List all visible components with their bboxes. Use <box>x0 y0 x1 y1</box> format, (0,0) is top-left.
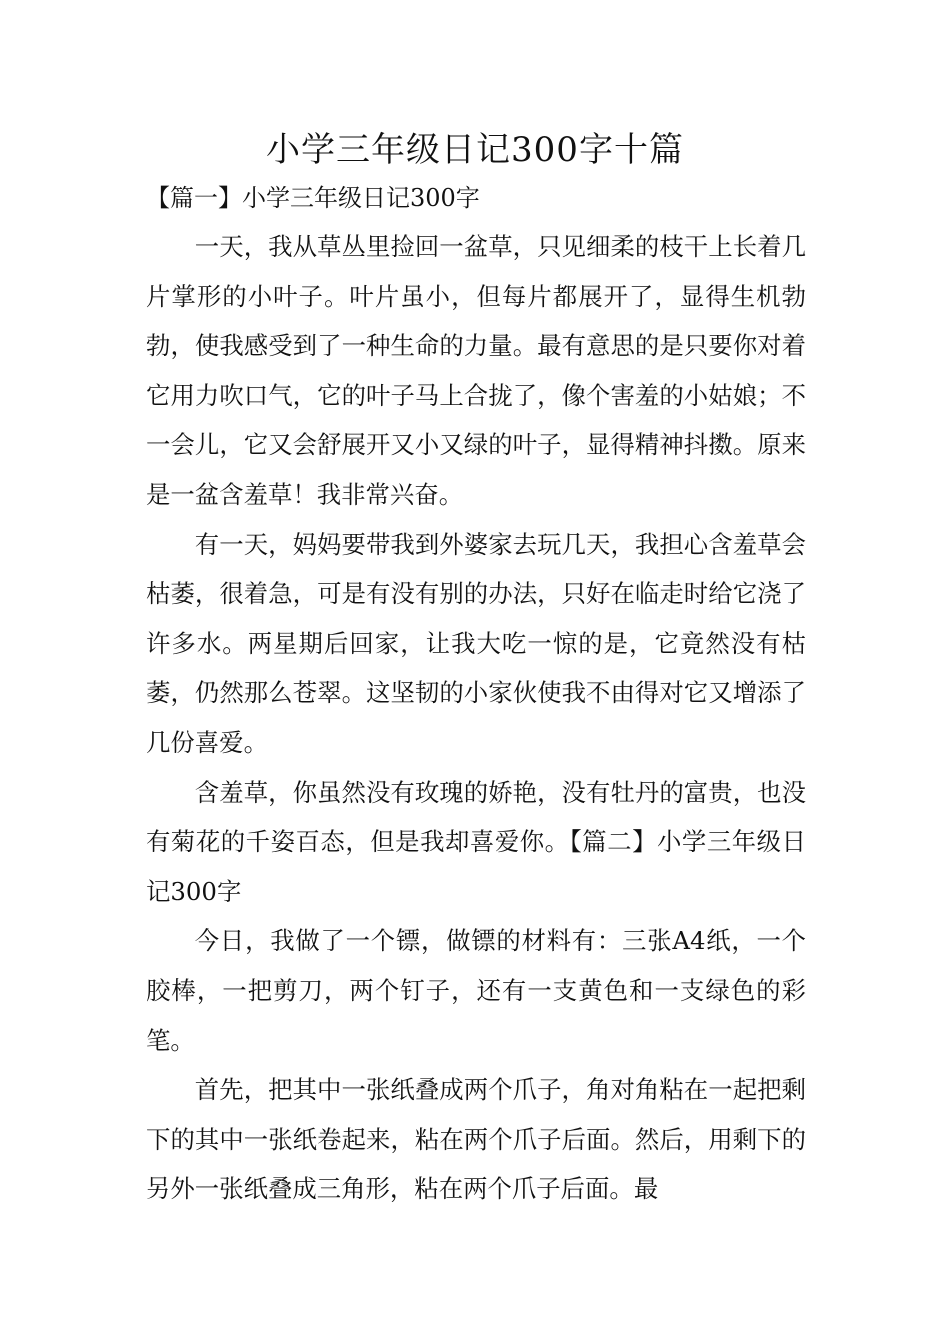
paragraph: 含羞草，你虽然没有玫瑰的娇艳，没有牡丹的富贵，也没有菊花的千姿百态，但是我却喜爱你。【篇二】小学三年级日记300字 <box>146 777 806 906</box>
paragraph: 有一天，妈妈要带我到外婆家去玩几天，我担心含羞草会枯萎，很着急，可是有没有别的办法，只好在临走时给它浇了许多水。两星期后回家，让我大吃一惊的是，它竟然没有枯萎，仍然那么苍翠。这坚韧的小家伙使我不由得对它又增添了几份喜爱。 <box>146 529 806 757</box>
paragraph: 今日，我做了一个镖，做镖的材料有：三张A4纸，一个胶棒，一把剪刀，两个钉子，还有一支黄色和一支绿色的彩笔。 <box>146 926 806 1055</box>
document-title: 小学三年级日记300字十篇 <box>266 130 684 170</box>
document-body <box>146 222 806 1214</box>
section-heading: 【篇一】小学三年级日记300字 <box>146 184 480 212</box>
paragraph: 一天，我从草丛里捡回一盆草，只见细柔的枝干上长着几片掌形的小叶子。叶片虽小，但每片都展开了，显得生机勃勃，使我感受到了一种生命的力量。最有意思的是只要你对着它用力吹口气，它的叶子马上合拢了，像个害羞的小姑娘；不一会儿，它又会舒展开又小又绿的叶子，显得精神抖擞。原来是一盆含羞草！我非常兴奋。 <box>146 232 806 509</box>
paragraph: 首先，把其中一张纸叠成两个爪子，角对角粘在一起把剩下的其中一张纸卷起来，粘在两个爪子后面。然后，用剩下的另外一张纸叠成三角形，粘在两个爪子后面。最 <box>146 1075 806 1204</box>
